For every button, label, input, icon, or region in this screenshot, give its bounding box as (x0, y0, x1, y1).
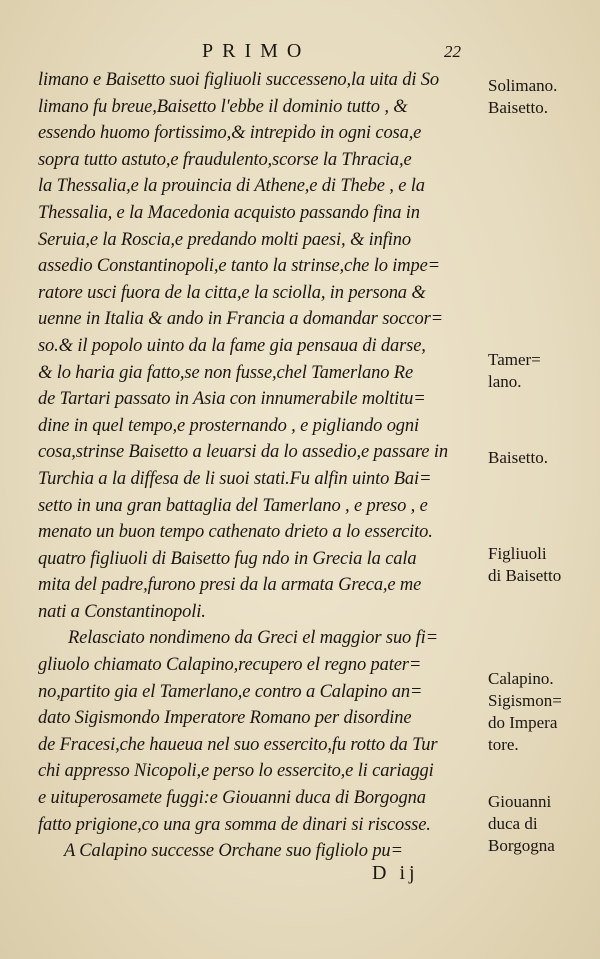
text-line: assedio Constantinopoli,e tanto la strinse,che lo impe= (38, 256, 440, 277)
margin-note (488, 791, 555, 857)
text-line: ratore usci fuora de la citta,e la sciolla, in persona & (38, 282, 426, 303)
text-line: mita del padre,furono presi da la armata Greca,e me (38, 575, 422, 596)
margin-note-line: Calapino. (488, 669, 554, 688)
text-line: & lo haria gia fatto,se non fusse,chel Tamerlano Re (38, 362, 414, 383)
margin-note-line: Borgogna (488, 836, 555, 855)
text-line: Thessalia, e la Macedonia acquisto passando fina in (38, 202, 420, 223)
margin-note-line: duca di (488, 814, 538, 833)
text-line: e uituperosamete fuggi:e Giouanni duca di Borgogna (38, 788, 426, 809)
margin-note-line: Figliuoli (488, 544, 547, 563)
text-line: setto in una gran battaglia del Tamerlano , e preso , e (38, 495, 428, 516)
text-line: cosa,strinse Baisetto a leuarsi da lo assedio,e passare in (38, 442, 448, 463)
folio-number: 22 (444, 42, 461, 61)
text-line: limano e Baisetto suoi figliuoli successeno,la uita di So (38, 70, 439, 90)
margin-note (488, 447, 548, 469)
body-text (38, 67, 490, 865)
text-line: so.& il popolo uinto da la fame gia pensaua di darse, (38, 335, 426, 356)
text-line: gliuolo chiamato Calapino,recupero el regno pater= (38, 655, 422, 676)
text-line: no,partito gia el Tamerlano,e contro a Calapino an= (38, 681, 423, 702)
text-line: de Fracesi,che haueua nel suo essercito,fu rotto da Tur (38, 734, 438, 755)
text-line: Turchia a la diffesa de li suoi stati.Fu alfin uinto Bai= (38, 468, 432, 489)
text-line: A Calapino successe Orchane suo figliolo pu= (64, 841, 403, 862)
margin-note-line: lano. (488, 372, 522, 391)
text-line: de Tartari passato in Asia con innumerabile moltitu= (38, 389, 426, 410)
margin-note-line: Giouanni (488, 792, 552, 811)
text-line: fatto prigione,co una gra somma de dinari si riscosse. (38, 814, 431, 835)
page-header (0, 40, 600, 66)
margin-note (488, 75, 557, 119)
text-line: limano fu breue,Baisetto l'ebbe il dominio tutto , & (38, 96, 408, 117)
margin-note-line: di Baisetto (488, 566, 562, 585)
text-line: menato un buon tempo cathenato drieto a lo essercito. (38, 522, 433, 543)
text-line: sopra tutto astuto,e fraudulento,scorse la Thracia,e (38, 149, 412, 170)
signature-mark: D ij (372, 862, 419, 884)
running-title: PRIMO (202, 40, 311, 62)
text-line: dato Sigismondo Imperatore Romano per disordine (38, 708, 412, 729)
margin-note-line: Baisetto. (488, 448, 548, 467)
margin-note-line: tore. (488, 735, 519, 754)
text-line: nati a Constantinopoli. (38, 601, 206, 622)
text-line: chi appresso Nicopoli,e perso lo essercito,e li cariaggi (38, 761, 434, 782)
text-line: essendo huomo fortissimo,& intrepido in ogni cosa,e (38, 123, 422, 144)
text-line: uenne in Italia & ando in Francia a domandar soccor= (38, 309, 443, 330)
margin-note-line: Baisetto. (488, 98, 548, 117)
text-line: Relasciato nondimeno da Greci el maggior suo fi= (68, 628, 438, 649)
margin-note (488, 349, 541, 393)
margin-note (488, 668, 562, 756)
margin-note (488, 543, 561, 587)
margin-note-line: Tamer= (488, 350, 541, 369)
text-line: Seruia,e la Roscia,e predando molti paesi, & infino (38, 229, 411, 250)
text-line: la Thessalia,e la prouincia di Athene,e di Thebe , e la (38, 176, 425, 197)
margin-note-line: Sigismon= (488, 691, 562, 710)
text-line: quatro figliuoli di Baisetto fug ndo in Grecia la cala (38, 548, 417, 569)
text-line: dine in quel tempo,e prosternando , e pigliando ogni (38, 415, 419, 436)
margin-note-line: do Impera (488, 713, 558, 732)
margin-note-line: Solimano. (488, 76, 558, 95)
